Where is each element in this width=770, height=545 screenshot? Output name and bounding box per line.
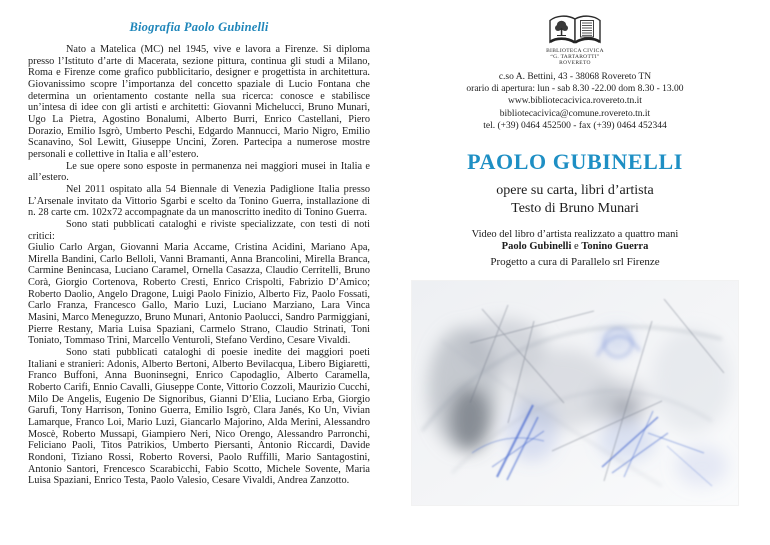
library-address-block	[390, 71, 760, 132]
bio-paragraph-poets: Sono stati pubblicati cataloghi di poesie inedite dei maggiori poeti Italiani e stranieri: Adonis, Alberto Bertoni, Alberto Bevilacqua, Libero Bigiaretti, Franco Buffoni, Anna Buoninsegni, Enrico Capodaglio, Alberto Caramella, Roberto Carifi, Ennio Cavalli, Giuseppe Conte, Vittorio Cozzoli, Maurizio Cucchi, Milo De Angelis, Eugenio De Signoribus, Gianni D’Elia, Luciano Erba, Giorgio Garufi, Tony Harrison, Tonino Guerra, Emilio Isgrò, Clara Janés, Ko Un, Vivian Lamarque, Franco Loi, Mario Luzi, Giancarlo Majorino, Alda Merini, Alessandro Moscè, Roberto Mussapi, Giampiero Neri, Nico Orengo, Alessandro Parronchi, Feliciano Paoli, Titos Patrikios, Umberto Piersanti, Antonio Riccardi, Davide Rondoni, Tiziano Rossi, Roberto Roversi, Paolo Ruffilli, Mario Santagostini, Antonio Santori, Frencesco Scarabicchi, Fabio Scotto, Michele Sovente, Maria Luisa Spaziani, Enrico Testa, Paolo Valesio, Cesare Vivaldi, Andrea Zanzotto.	[28, 347, 370, 487]
video-description: Video del libro d’artista realizzato a quattro mani	[471, 229, 679, 240]
address-website: www.bibliotecacivica.rovereto.tn.it	[508, 96, 642, 107]
biography-heading: Biografia Paolo Gubinelli	[129, 20, 269, 34]
project-credit: Progetto a cura di Parallelo srl Firenze	[490, 256, 660, 268]
address-phone-fax: tel. (+39) 0464 452500 - fax (+39) 0464 452344	[483, 120, 667, 131]
logo-text-line1: BIBLIOTECA CIVICA	[546, 48, 604, 54]
video-author-2: Tonino Guerra	[581, 241, 649, 252]
bio-paragraph-3: Nel 2011 ospitato alla 54 Biennale di Venezia Padiglione Italia presso L’Arsenale invitato da Vittorio Sgarbi e scelto da Tonino Guerra, installazione di n. 28 carte cm. 102x72 accompagnate da un manoscritto inedito di Tonino Guerra.	[28, 183, 370, 219]
exhibition-text-credit: Testo di Bruno Munari	[511, 201, 639, 216]
bio-paragraph-1: Nato a Matelica (MC) nel 1945, vive e lavora a Firenze. Si diploma presso l’Istituto d’arte di Macerata, sezione pittura, continua gli studi a Milano, Roma e Firenze come grafico pubblicitario, designer e progettista in architettura. Giovanissimo scopre l’importanza del concetto spaziale di Lucio Fontana che determina un orientamento costante nella sua ricerca: conosce e stabilisce un’intesa di idee con gli artisti e architetti: Giovanni Michelucci, Bruno Munari, Ugo La Pietra, Agostino Bonalumi, Alberto Burri, Enrico Castellani, Piero Dorazio, Emilio Isgrò, Umberto Peschi, Edgardo Mannucci, Mario Nigro, Emilio Scanavino, Sol Lewitt, Giuseppe Uncini, Zoren. Partecipa a numerose mostre personali e collettive in Italia e all’estero.	[28, 44, 370, 160]
open-book-icon	[548, 14, 602, 48]
address-hours: orario di apertura: lun - sab 8.30 -22.00 dom 8.30 - 13.00	[466, 84, 684, 95]
exhibition-subtitle: opere su carta, libri d’artista	[496, 183, 654, 198]
library-logo	[390, 14, 760, 66]
artist-title: PAOLO GUBINELLI	[467, 149, 683, 174]
bio-paragraph-4: Sono stati pubblicati cataloghi e riviste specializzate, con testi di noti critici:	[28, 218, 370, 242]
video-author-conjunction: e	[571, 241, 582, 252]
logo-text-line3: ROVERETO	[559, 60, 591, 66]
artwork-image	[412, 281, 738, 505]
bio-paragraph-critics: Giulio Carlo Argan, Giovanni Maria Accame, Cristina Acidini, Mariano Apa, Mirella Bandini, Carlo Belloli, Vanni Bramanti, Anna Brancolini, Mirella Branca, Carmine Benincasa, Luciano Caramel, Ornella Casazza, Claudio Cerritelli, Bruno Corà, Giorgio Cortenova, Roberto Cresti, Enrico Crispolti, Fabrizio D’Amico; Roberto Daolio, Angelo Dragone, Luigi Paolo Finizio, Alberto Fiz, Paolo Fossati, Carlo Franza, Francesco Gallo, Mario Luzi, Luciano Marziano, Lara Vinca Masini, Marco Meneguzzo, Bruno Munari, Antonio Paolucci, Sandro Parmiggiani, Pierre Restany, Maria Luisa Spaziani, Carmelo Strano, Claudio Strinati, Toni Toniato, Tommaso Trini, Marcello Venturoli, Stefano Verdino, Cesare Vivaldi.	[28, 242, 370, 347]
address-email: bibliotecacivica@comune.rovereto.tn.it	[499, 108, 651, 119]
biography-text	[28, 44, 370, 487]
video-author-1: Paolo Gubinelli	[501, 241, 572, 252]
video-authors	[390, 241, 760, 252]
biography-column	[28, 14, 370, 487]
address-street: c.so A. Bettini, 43 - 38068 Rovereto TN	[498, 72, 652, 82]
abstract-drawing-graphic	[412, 281, 738, 505]
logo-text-line2: “G. TARTAROTTI”	[550, 54, 600, 60]
bio-paragraph-2: Le sue opere sono esposte in permanenza nei maggiori musei in Italia e all’estero.	[28, 160, 370, 184]
